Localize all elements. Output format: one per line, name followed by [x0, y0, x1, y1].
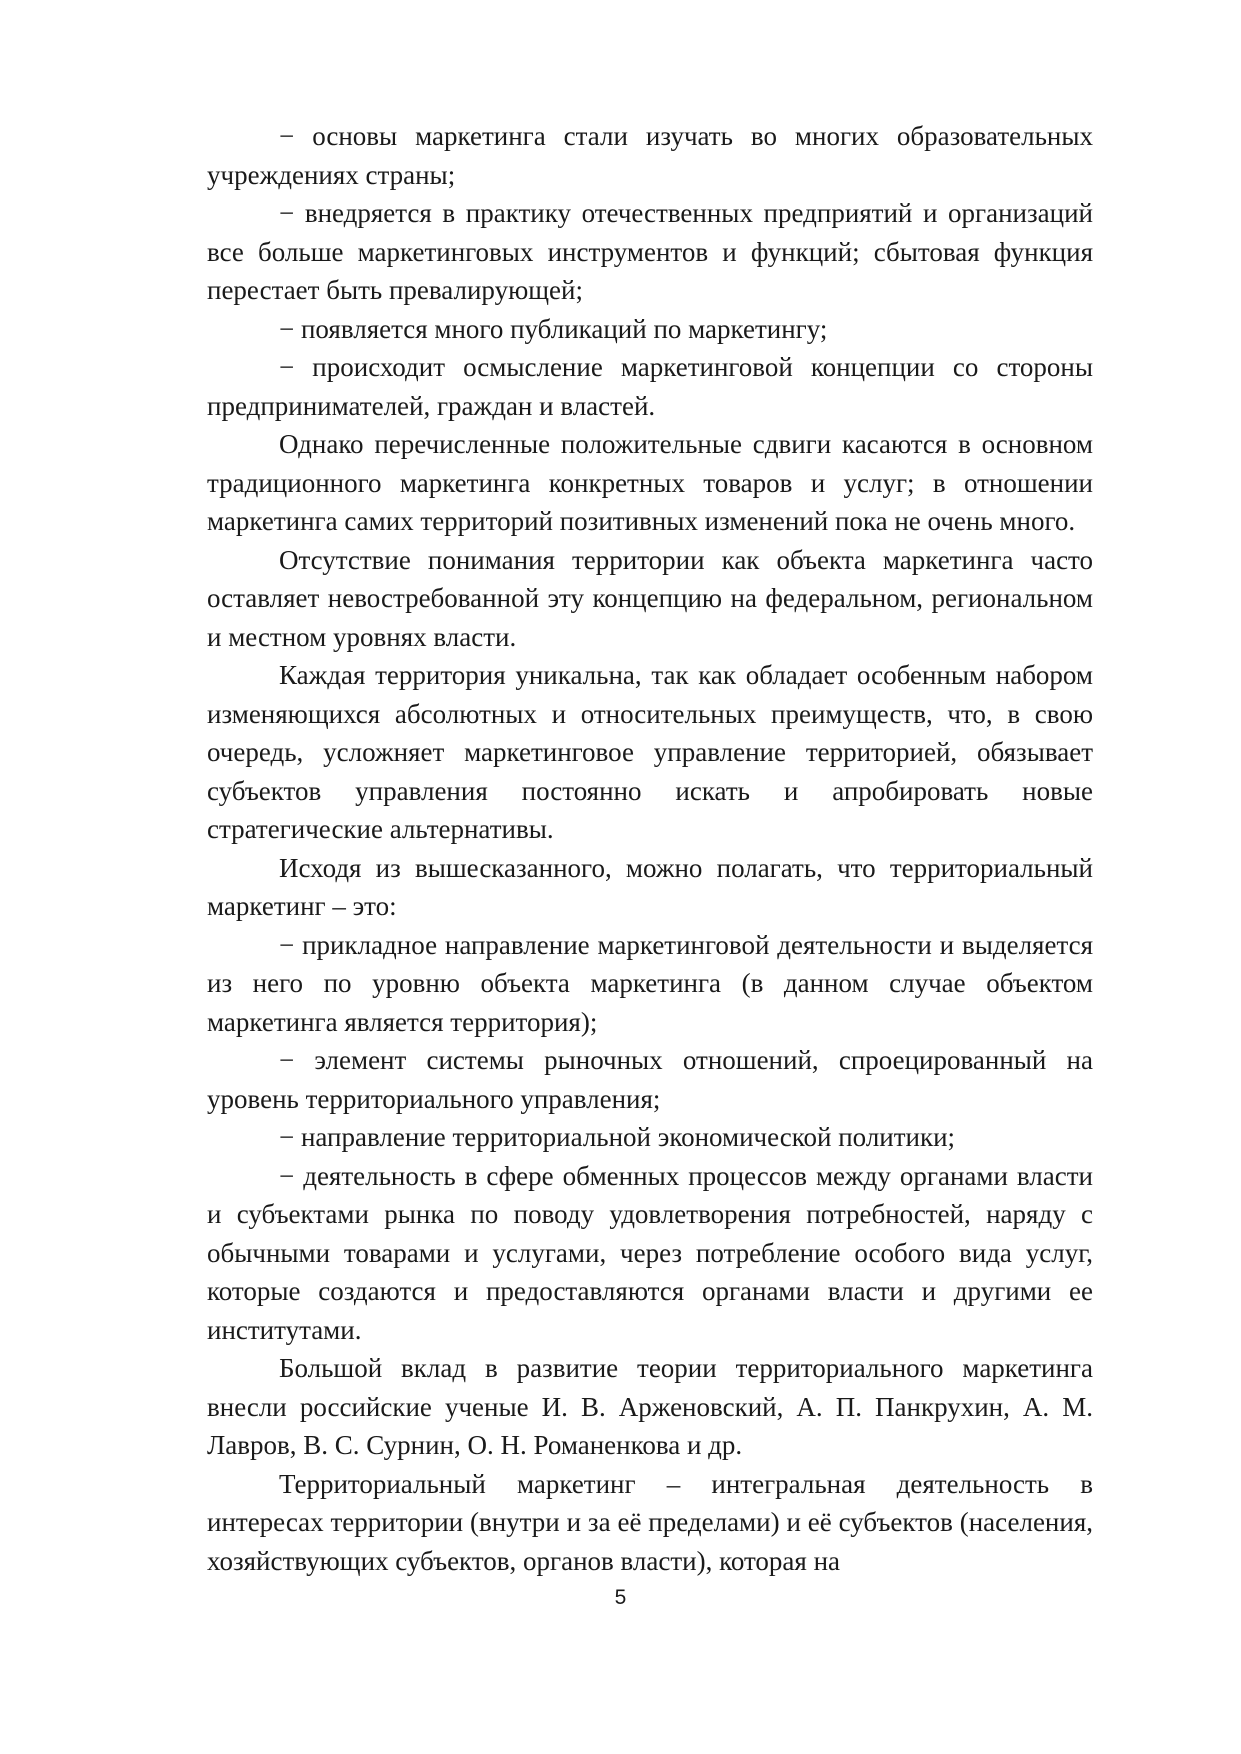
paragraph: − основы маркетинга стали изучать во многих образовательных учреждениях страны; [207, 121, 1093, 190]
paragraph: − внедряется в практику отечественных предприятий и организаций все больше маркетинговых инструментов и функций; сбытовая функция перестает быть превалирующей; [207, 198, 1093, 305]
paragraph: − деятельность в сфере обменных процессов между органами власти и субъектами рынка по поводу удовлетворения потребностей, наряду с обычными товарами и услугами, через потребление особого вида услуг, которые создаются и предоставляются органами власти и другими ее институтами. [207, 1160, 1093, 1345]
paragraph: Однако перечисленные положительные сдвиги касаются в основном традиционного маркетинга конкретных товаров и услуг; в отношении маркетинга самих территорий позитивных изменений пока не очень много. [207, 429, 1093, 536]
paragraph: Каждая территория уникальна, так как обладает особенным набором изменяющихся абсолютных и относительных преимуществ, что, в свою очередь, усложняет маркетинговое управление территорией, обязывает субъектов управления постоянно искать и апробировать новые стратегические альтернативы. [207, 660, 1093, 844]
paragraph: Отсутствие понимания территории как объекта маркетинга часто оставляет невостребованной эту концепцию на федеральном, региональном и местном уровнях власти. [207, 544, 1093, 652]
page-number: 5 [614, 1586, 627, 1609]
paragraph: Большой вклад в развитие теории территориального маркетинга внесли российские ученые И. В. Арженовский, А. П. Панкрухин, А. М. Лавров, В. С. Сурнин, О. Н. Романенкова и др. [207, 1353, 1093, 1460]
paragraph: Исходя из вышесказанного, можно полагать, что территориальный маркетинг – это: [207, 852, 1093, 921]
body-text [207, 117, 1093, 1580]
paragraph: − появляется много публикаций по маркетингу; [279, 313, 828, 344]
paragraph: − направление территориальной экономической политики; [279, 1122, 956, 1152]
paragraph: − прикладное направление маркетинговой деятельности и выделяется из него по уровню объекта маркетинга (в данном случае объектом маркетинга является территория); [207, 929, 1093, 1037]
paragraph: − происходит осмысление маркетинговой концепции со стороны предпринимателей, граждан и властей. [207, 352, 1093, 421]
paragraph: − элемент системы рыночных отношений, спроецированный на уровень территориального управления; [207, 1045, 1093, 1114]
paragraph: Территориальный маркетинг – интегральная деятельность в интересах территории (внутри и за её пределами) и её субъектов (населения, хозяйствующих субъектов, органов власти), которая на [207, 1468, 1093, 1576]
